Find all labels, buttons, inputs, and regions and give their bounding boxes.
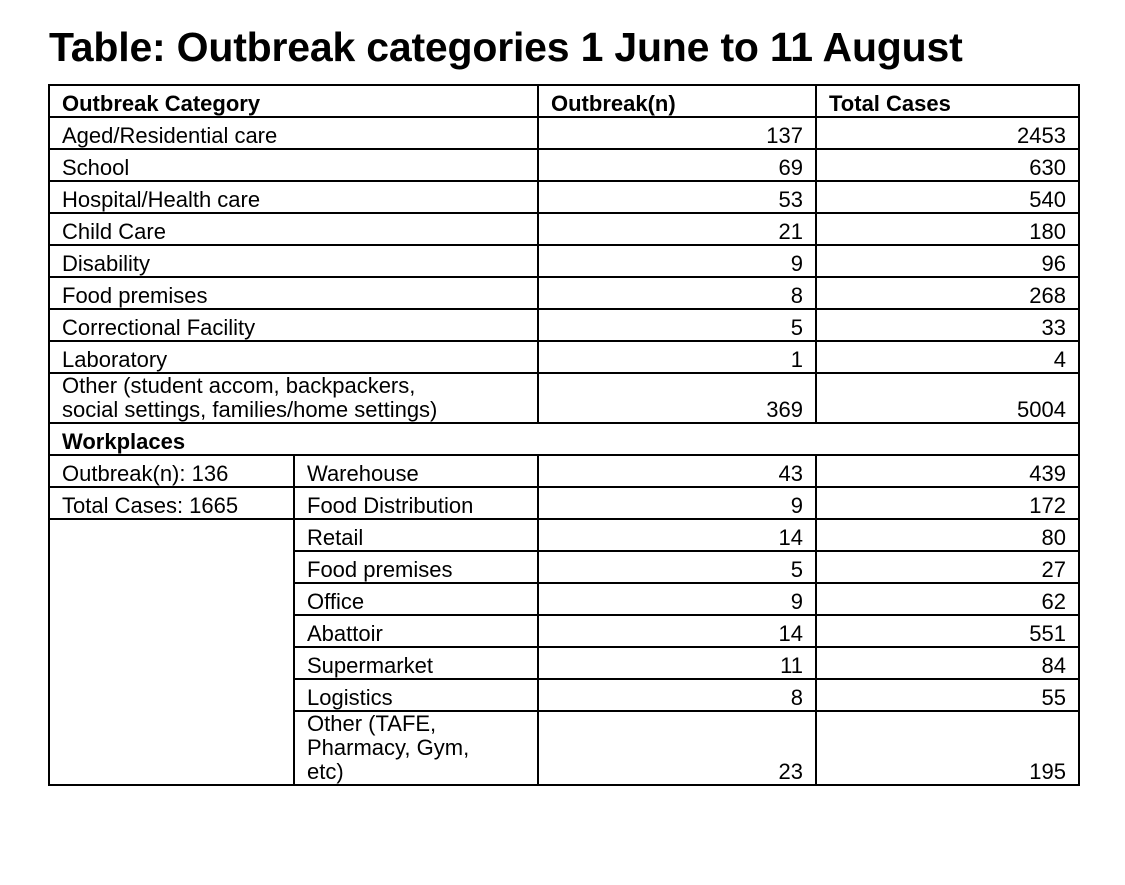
workplaces-heading: Workplaces bbox=[49, 423, 1079, 455]
category-label-line: Other (student accom, backpackers, bbox=[62, 373, 416, 398]
category-cases: 5004 bbox=[816, 373, 1079, 423]
category-label: Child Care bbox=[49, 213, 538, 245]
workplace-outbreaks: 11 bbox=[538, 647, 816, 679]
category-outbreaks: 9 bbox=[538, 245, 816, 277]
header-total-cases: Total Cases bbox=[816, 85, 1079, 117]
category-outbreaks: 69 bbox=[538, 149, 816, 181]
category-cases: 33 bbox=[816, 309, 1079, 341]
workplace-label: Food premises bbox=[294, 551, 538, 583]
workplaces-summary-cases: Total Cases: 1665 bbox=[49, 487, 294, 519]
workplaces-blank-cell bbox=[49, 519, 294, 785]
workplace-cases: 439 bbox=[816, 455, 1079, 487]
table-row bbox=[49, 519, 1079, 551]
category-cases: 180 bbox=[816, 213, 1079, 245]
category-label: Aged/Residential care bbox=[49, 117, 538, 149]
table-row bbox=[49, 487, 1079, 519]
workplace-outbreaks: 8 bbox=[538, 679, 816, 711]
workplace-label: Retail bbox=[294, 519, 538, 551]
category-label bbox=[49, 373, 538, 423]
table-row bbox=[49, 181, 1079, 213]
header-outbreaks: Outbreak(n) bbox=[538, 85, 816, 117]
table-row bbox=[49, 455, 1079, 487]
table-row bbox=[49, 245, 1079, 277]
table-row bbox=[49, 149, 1079, 181]
table-row bbox=[49, 277, 1079, 309]
table-row bbox=[49, 373, 1079, 423]
category-outbreaks: 1 bbox=[538, 341, 816, 373]
workplace-label: Logistics bbox=[294, 679, 538, 711]
category-outbreaks: 5 bbox=[538, 309, 816, 341]
workplace-label: Food Distribution bbox=[294, 487, 538, 519]
category-cases: 630 bbox=[816, 149, 1079, 181]
workplace-outbreaks: 14 bbox=[538, 615, 816, 647]
workplace-cases: 84 bbox=[816, 647, 1079, 679]
workplaces-summary-outbreaks: Outbreak(n): 136 bbox=[49, 455, 294, 487]
workplace-cases: 195 bbox=[816, 711, 1079, 785]
workplace-label-line: etc) bbox=[307, 759, 344, 784]
workplace-cases: 551 bbox=[816, 615, 1079, 647]
category-outbreaks: 8 bbox=[538, 277, 816, 309]
workplace-outbreaks: 9 bbox=[538, 583, 816, 615]
header-category: Outbreak Category bbox=[49, 85, 538, 117]
category-cases: 268 bbox=[816, 277, 1079, 309]
workplace-label bbox=[294, 711, 538, 785]
table-row bbox=[49, 309, 1079, 341]
workplace-outbreaks: 43 bbox=[538, 455, 816, 487]
category-cases: 2453 bbox=[816, 117, 1079, 149]
workplace-label-line: Pharmacy, Gym, bbox=[307, 735, 470, 760]
page-title: Table: Outbreak categories 1 June to 11 August bbox=[49, 24, 963, 70]
category-outbreaks: 137 bbox=[538, 117, 816, 149]
workplace-label-line: Other (TAFE, bbox=[307, 711, 437, 736]
workplace-cases: 62 bbox=[816, 583, 1079, 615]
category-label: Correctional Facility bbox=[49, 309, 538, 341]
category-label-line: social settings, families/home settings) bbox=[62, 397, 438, 422]
workplace-outbreaks: 9 bbox=[538, 487, 816, 519]
category-cases: 4 bbox=[816, 341, 1079, 373]
category-label: Disability bbox=[49, 245, 538, 277]
category-cases: 540 bbox=[816, 181, 1079, 213]
workplace-outbreaks: 23 bbox=[538, 711, 816, 785]
workplace-label: Warehouse bbox=[294, 455, 538, 487]
table-row bbox=[49, 341, 1079, 373]
workplace-label: Abattoir bbox=[294, 615, 538, 647]
header-row bbox=[49, 85, 1079, 117]
category-outbreaks: 53 bbox=[538, 181, 816, 213]
workplace-cases: 27 bbox=[816, 551, 1079, 583]
category-label: Laboratory bbox=[49, 341, 538, 373]
workplace-label: Supermarket bbox=[294, 647, 538, 679]
category-label: Hospital/Health care bbox=[49, 181, 538, 213]
category-label: School bbox=[49, 149, 538, 181]
category-cases: 96 bbox=[816, 245, 1079, 277]
workplace-outbreaks: 5 bbox=[538, 551, 816, 583]
workplace-cases: 80 bbox=[816, 519, 1079, 551]
workplace-cases: 172 bbox=[816, 487, 1079, 519]
category-label: Food premises bbox=[49, 277, 538, 309]
outbreak-table bbox=[48, 84, 1080, 786]
workplace-outbreaks: 14 bbox=[538, 519, 816, 551]
category-outbreaks: 369 bbox=[538, 373, 816, 423]
category-outbreaks: 21 bbox=[538, 213, 816, 245]
workplaces-heading-row bbox=[49, 423, 1079, 455]
workplace-label: Office bbox=[294, 583, 538, 615]
table-row bbox=[49, 213, 1079, 245]
workplace-cases: 55 bbox=[816, 679, 1079, 711]
table-row bbox=[49, 117, 1079, 149]
